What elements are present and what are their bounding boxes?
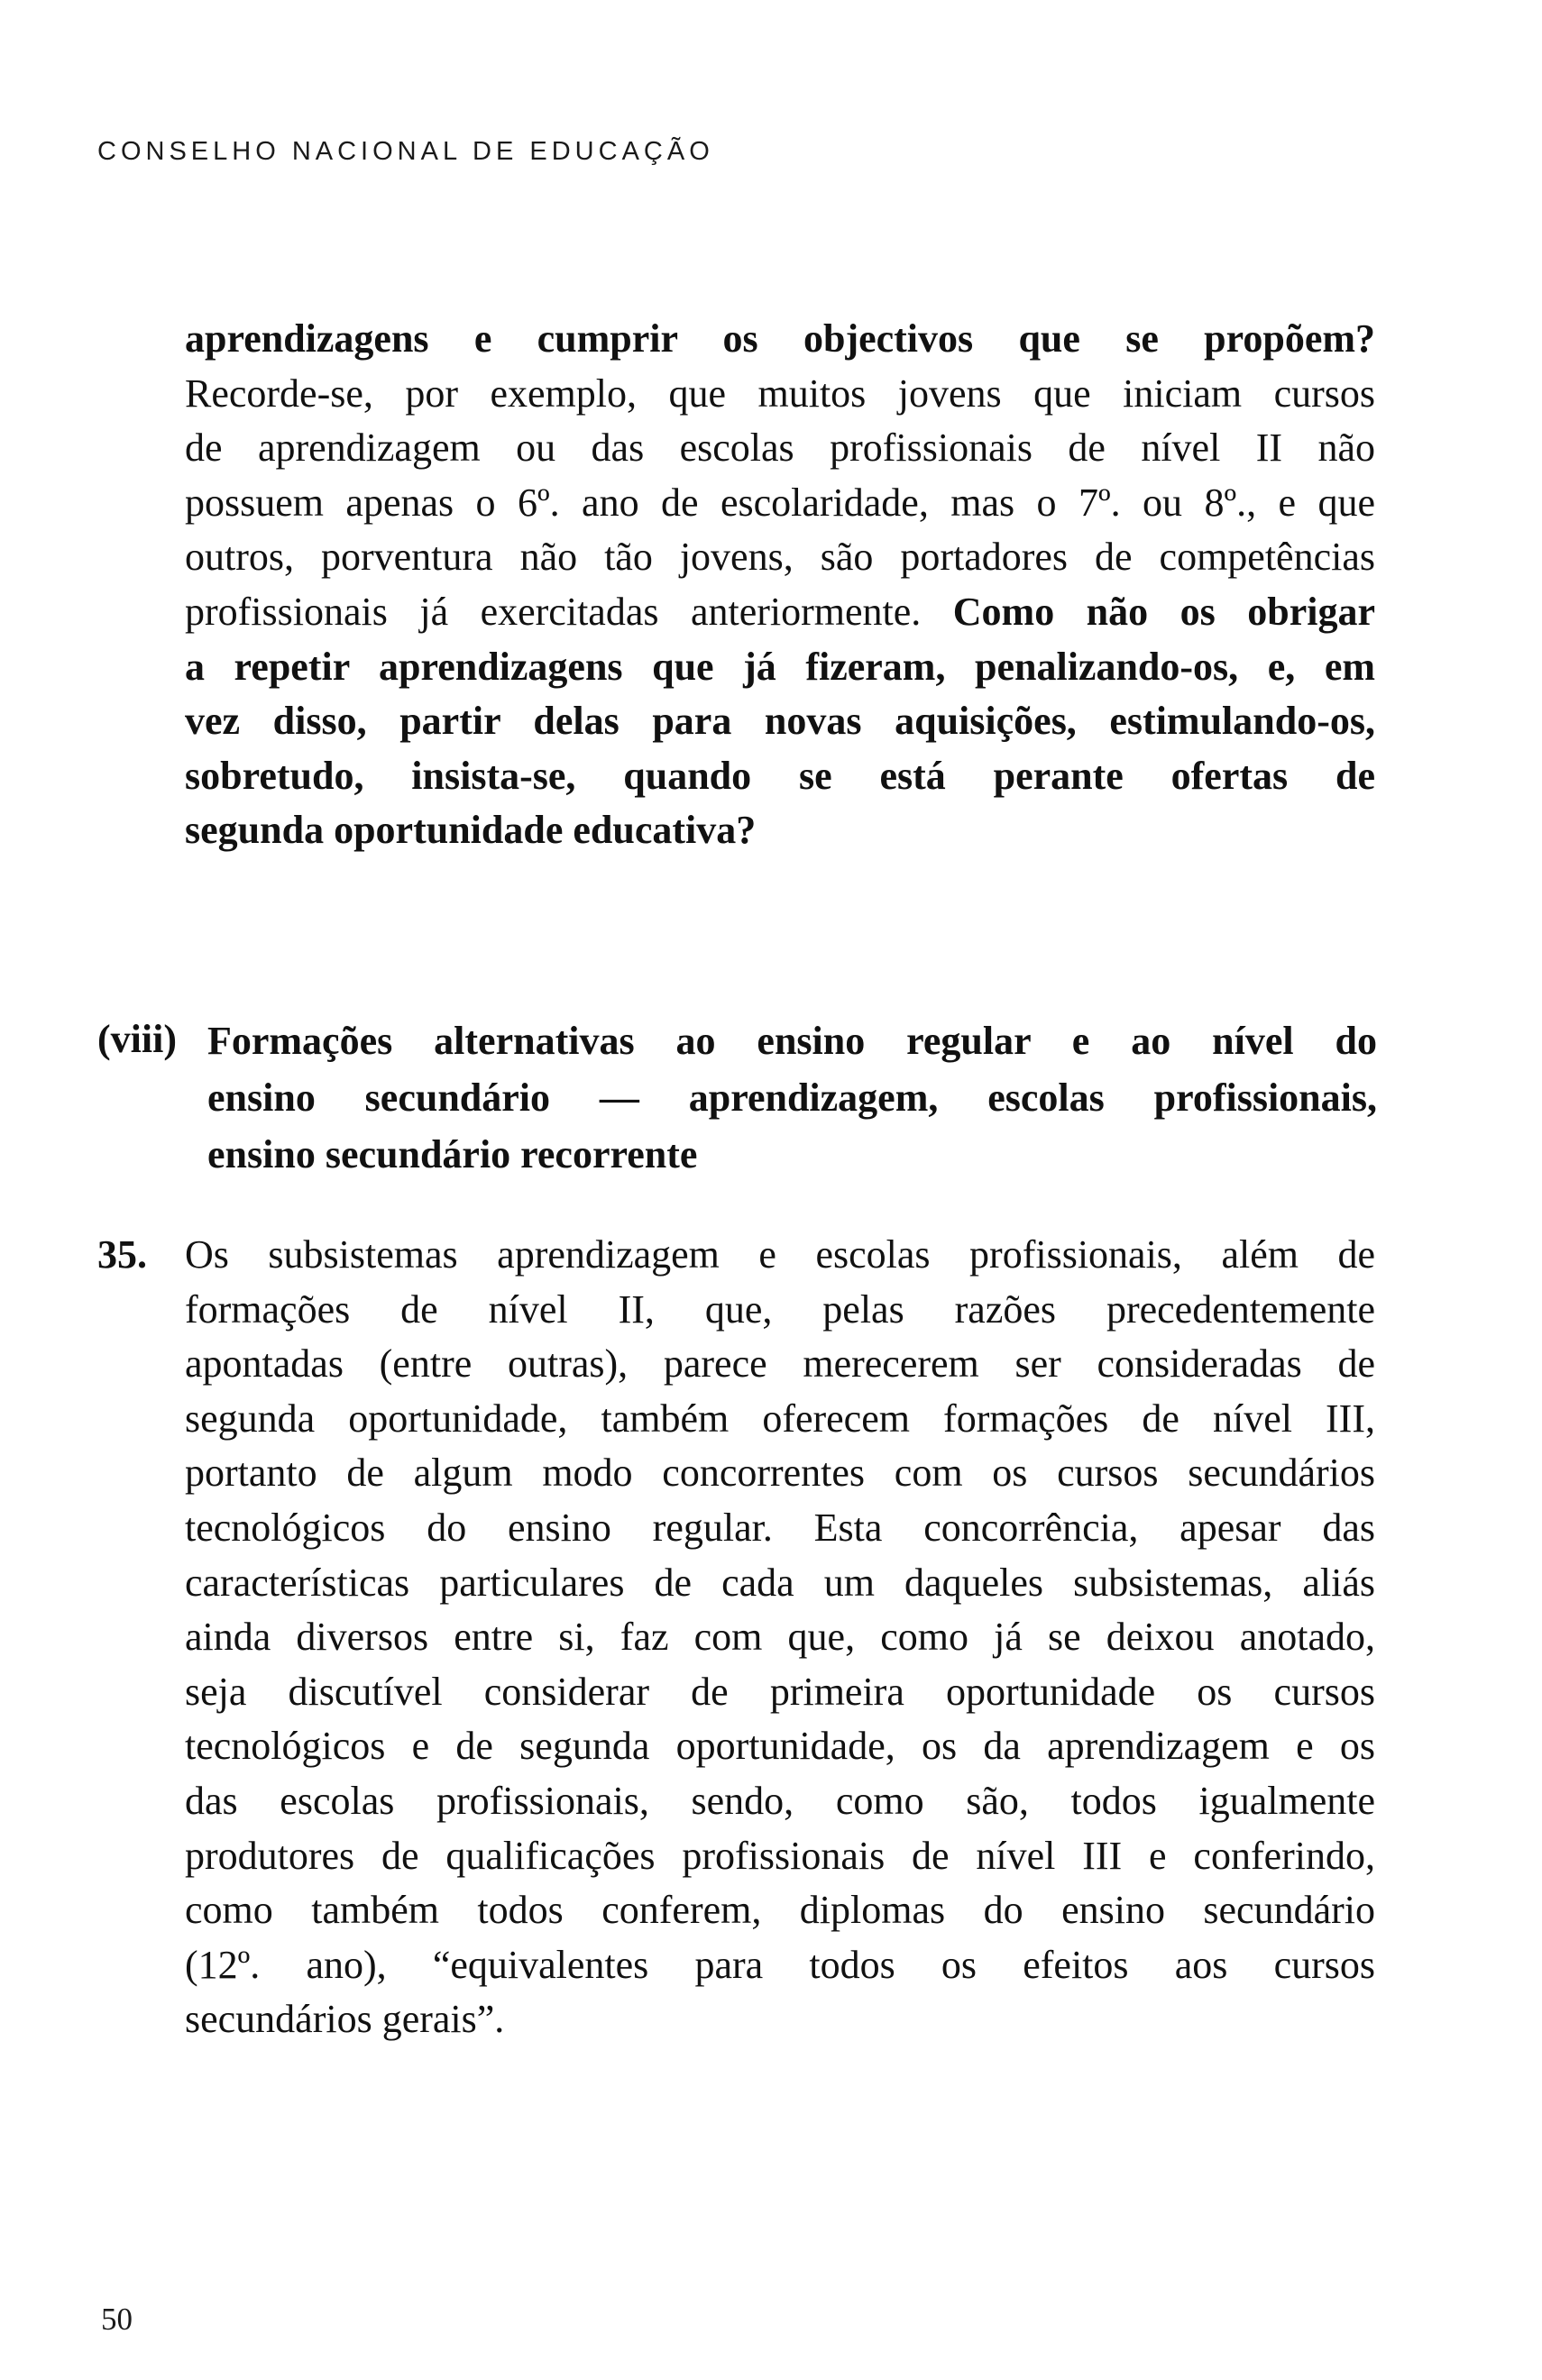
text-fragment-bold: Como não os obrigar xyxy=(952,589,1375,634)
paragraph-number: 35. xyxy=(97,1232,147,1277)
text-line: seja discutível considerar de primeira oportunidade os cursos xyxy=(185,1669,1375,1714)
text-line: portanto de algum modo concorrentes com os cursos secundários xyxy=(185,1451,1375,1496)
text-line: secundários gerais”. xyxy=(185,1997,505,2042)
text-line: possuem apenas o 6º. ano de escolaridade, mas o 7º. ou 8º., e que xyxy=(185,480,1375,525)
text-line: a repetir aprendizagens que já fizeram, penalizando-os, e, em xyxy=(185,644,1375,689)
text-line: vez disso, partir delas para novas aquisições, estimulando-os, xyxy=(185,699,1375,744)
text-line: formações de nível II, que, pelas razões precedentemente xyxy=(185,1286,1375,1332)
paragraph-top xyxy=(185,312,1375,858)
text-line: como também todos conferem, diplomas do ensino secundário xyxy=(185,1888,1375,1933)
text-line: tecnológicos do ensino regular. Esta concorrência, apesar das xyxy=(185,1505,1375,1550)
text-line: características particulares de cada um daqueles subsistemas, aliás xyxy=(185,1560,1375,1605)
section-title-line: ensino secundário — aprendizagem, escolas profissionais, xyxy=(207,1076,1377,1120)
text-line: produtores de qualificações profissionais de nível III e conferindo, xyxy=(185,1833,1375,1878)
text-line: (12º. ano), “equivalentes para todos os efeitos aos cursos xyxy=(185,1942,1375,1987)
text-fragment: profissionais já exercitadas anteriormente. xyxy=(185,589,922,634)
text-line: ainda diversos entre si, faz com que, como já se deixou anotado, xyxy=(185,1615,1375,1660)
paragraph-35 xyxy=(185,1228,1375,2047)
text-line: aprendizagens e cumprir os objectivos que se propõem? xyxy=(185,316,1375,361)
page-number: 50 xyxy=(101,2302,133,2337)
text-line-mixed xyxy=(185,585,1375,640)
text-line: tecnológicos e de segunda oportunidade, os da aprendizagem e os xyxy=(185,1724,1375,1769)
text-line: Recorde-se, por exemplo, que muitos jovens que iniciam cursos xyxy=(185,371,1375,416)
text-line: segunda oportunidade educativa? xyxy=(185,808,757,853)
section-label: (viii) xyxy=(97,1017,177,1061)
running-header: CONSELHO NACIONAL DE EDUCAÇÃO xyxy=(97,137,714,166)
section-title-line: Formações alternativas ao ensino regular e ao nível do xyxy=(207,1019,1377,1063)
text-line: segunda oportunidade, também oferecem formações de nível III, xyxy=(185,1396,1375,1441)
section-title-line: ensino secundário recorrente xyxy=(207,1132,698,1176)
text-line: de aprendizagem ou das escolas profissionais de nível II não xyxy=(185,426,1375,471)
section-title xyxy=(207,1012,1377,1183)
text-line: outros, porventura não tão jovens, são portadores de competências xyxy=(185,535,1375,580)
text-line: apontadas (entre outras), parece merecerem ser consideradas de xyxy=(185,1341,1375,1387)
text-line: Os subsistemas aprendizagem e escolas profissionais, além de xyxy=(185,1232,1375,1277)
text-line: das escolas profissionais, sendo, como são, todos igualmente xyxy=(185,1778,1375,1823)
text-line: sobretudo, insista-se, quando se está perante ofertas de xyxy=(185,753,1375,798)
